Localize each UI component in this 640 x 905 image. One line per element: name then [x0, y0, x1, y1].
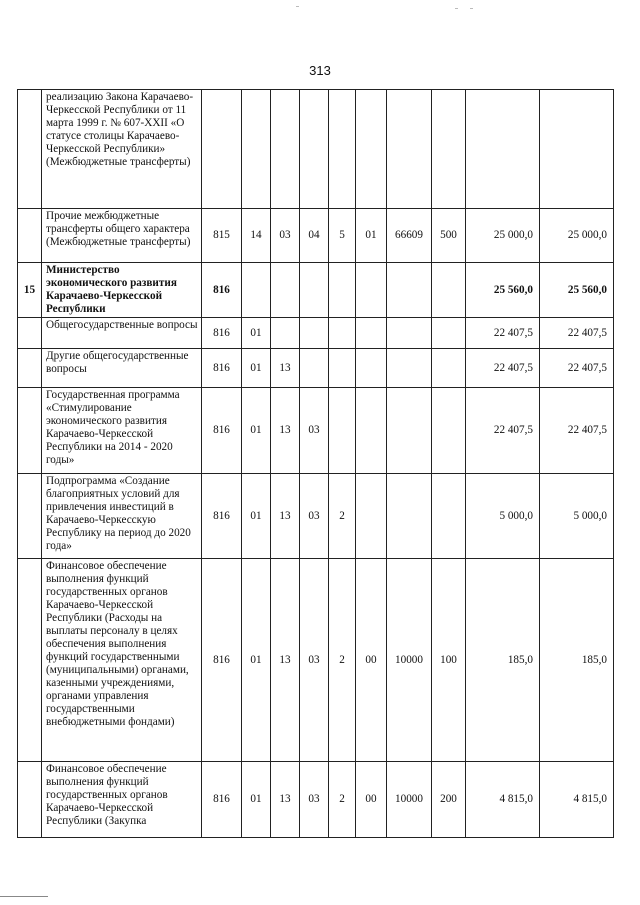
section-code-cell: 01 [242, 388, 271, 474]
subprogram-code-cell [329, 388, 356, 474]
program-code-cell [300, 349, 329, 388]
activity-code-cell [356, 318, 387, 349]
section-code-cell: 01 [242, 559, 271, 762]
footer-mark [0, 896, 48, 897]
direction-code-cell [387, 474, 432, 559]
amount-year-1-cell: 22 407,5 [466, 388, 540, 474]
expense-type-code-cell [432, 474, 466, 559]
subsection-code-cell: 03 [271, 209, 300, 263]
program-code-cell [300, 318, 329, 349]
ministry-code-cell [202, 90, 242, 209]
expense-type-code-cell: 500 [432, 209, 466, 263]
subprogram-code-cell: 5 [329, 209, 356, 263]
table-row [18, 209, 614, 263]
budget-table [17, 89, 614, 838]
amount-year-1-cell: 22 407,5 [466, 318, 540, 349]
section-code-cell: 14 [242, 209, 271, 263]
expense-type-code-cell [432, 263, 466, 318]
activity-code-cell [356, 474, 387, 559]
table-row [18, 90, 614, 209]
amount-year-1-cell [466, 90, 540, 209]
subsection-code-cell: 13 [271, 388, 300, 474]
program-code-cell: 03 [300, 762, 329, 838]
activity-code-cell [356, 388, 387, 474]
activity-code-cell [356, 263, 387, 318]
expense-type-code-cell [432, 90, 466, 209]
subprogram-code-cell [329, 318, 356, 349]
subprogram-code-cell: 2 [329, 559, 356, 762]
amount-year-2-cell: 22 407,5 [540, 349, 614, 388]
amount-year-1-cell: 22 407,5 [466, 349, 540, 388]
amount-year-2-cell: 5 000,0 [540, 474, 614, 559]
program-code-cell [300, 263, 329, 318]
ministry-code-cell: 816 [202, 388, 242, 474]
amount-year-1-cell: 4 815,0 [466, 762, 540, 838]
amount-year-1-cell: 5 000,0 [466, 474, 540, 559]
row-number-cell [18, 90, 42, 209]
expense-type-code-cell [432, 349, 466, 388]
subsection-code-cell [271, 318, 300, 349]
row-name-cell: Подпрограмма «Создание благоприятных условий для привлечения инвестиций в Карачаево-Черкесскую Республику на период до 2020 года» [42, 474, 202, 559]
amount-year-2-cell: 25 560,0 [540, 263, 614, 318]
subsection-code-cell [271, 263, 300, 318]
table-row [18, 318, 614, 349]
table-row [18, 559, 614, 762]
row-number-cell [18, 349, 42, 388]
subsection-code-cell: 13 [271, 474, 300, 559]
ministry-code-cell: 816 [202, 474, 242, 559]
row-number-cell [18, 209, 42, 263]
ministry-code-cell: 816 [202, 263, 242, 318]
section-code-cell: 01 [242, 349, 271, 388]
amount-year-2-cell: 4 815,0 [540, 762, 614, 838]
scan-specks [0, 6, 640, 12]
row-number-cell [18, 762, 42, 838]
ministry-code-cell: 815 [202, 209, 242, 263]
subprogram-code-cell: 2 [329, 762, 356, 838]
section-code-cell: 01 [242, 318, 271, 349]
amount-year-2-cell: 22 407,5 [540, 318, 614, 349]
program-code-cell: 03 [300, 388, 329, 474]
row-name-cell: Другие общегосударственные вопросы [42, 349, 202, 388]
amount-year-2-cell [540, 90, 614, 209]
activity-code-cell: 00 [356, 559, 387, 762]
subsection-code-cell: 13 [271, 349, 300, 388]
table-row [18, 762, 614, 838]
row-number-cell [18, 318, 42, 349]
activity-code-cell: 00 [356, 762, 387, 838]
section-code-cell: 01 [242, 762, 271, 838]
row-name-cell: Государственная программа «Стимулирование экономического развития Карачаево-Черкесской Республики на 2014 - 2020 годы» [42, 388, 202, 474]
program-code-cell [300, 90, 329, 209]
direction-code-cell [387, 318, 432, 349]
table-row [18, 349, 614, 388]
ministry-code-cell: 816 [202, 762, 242, 838]
section-code-cell [242, 90, 271, 209]
expense-type-code-cell: 200 [432, 762, 466, 838]
subsection-code-cell: 13 [271, 559, 300, 762]
table-body [18, 90, 614, 838]
activity-code-cell [356, 349, 387, 388]
section-code-cell: 01 [242, 474, 271, 559]
row-name-cell: Финансовое обеспечение выполнения функций государственных органов Карачаево-Черкесской Республики (Закупка [42, 762, 202, 838]
direction-code-cell: 10000 [387, 559, 432, 762]
amount-year-1-cell: 25 560,0 [466, 263, 540, 318]
table-row [18, 388, 614, 474]
amount-year-1-cell: 185,0 [466, 559, 540, 762]
program-code-cell: 03 [300, 474, 329, 559]
row-name-cell: реализацию Закона Карачаево-Черкесской Республики от 11 марта 1999 г. № 607-XXII «О статусе столицы Карачаево-Черкесской Республики» (Межбюджетные трансферты) [42, 90, 202, 209]
ministry-code-cell: 816 [202, 349, 242, 388]
amount-year-2-cell: 22 407,5 [540, 388, 614, 474]
amount-year-2-cell: 25 000,0 [540, 209, 614, 263]
row-name-cell: Общегосударственные вопросы [42, 318, 202, 349]
page-number: 313 [309, 63, 331, 78]
subprogram-code-cell [329, 90, 356, 209]
row-number-cell [18, 474, 42, 559]
subsection-code-cell: 13 [271, 762, 300, 838]
expense-type-code-cell: 100 [432, 559, 466, 762]
ministry-code-cell: 816 [202, 559, 242, 762]
table-row [18, 263, 614, 318]
table-row [18, 474, 614, 559]
direction-code-cell [387, 90, 432, 209]
activity-code-cell [356, 90, 387, 209]
direction-code-cell [387, 349, 432, 388]
direction-code-cell [387, 388, 432, 474]
direction-code-cell: 10000 [387, 762, 432, 838]
direction-code-cell [387, 263, 432, 318]
activity-code-cell: 01 [356, 209, 387, 263]
subsection-code-cell [271, 90, 300, 209]
amount-year-1-cell: 25 000,0 [466, 209, 540, 263]
row-name-cell: Финансовое обеспечение выполнения функций государственных органов Карачаево-Черкесской Республики (Расходы на выплаты персоналу в целях обеспечения выполнения функций государственными (муниципальными) органами, казенными учреждениями, органами управления государственными внебюджетными фондами) [42, 559, 202, 762]
ministry-code-cell: 816 [202, 318, 242, 349]
subprogram-code-cell [329, 263, 356, 318]
row-number-cell [18, 388, 42, 474]
subprogram-code-cell [329, 349, 356, 388]
amount-year-2-cell: 185,0 [540, 559, 614, 762]
program-code-cell: 04 [300, 209, 329, 263]
expense-type-code-cell [432, 318, 466, 349]
expense-type-code-cell [432, 388, 466, 474]
subprogram-code-cell: 2 [329, 474, 356, 559]
section-code-cell [242, 263, 271, 318]
program-code-cell: 03 [300, 559, 329, 762]
row-name-cell: Прочие межбюджетные трансферты общего характера (Межбюджетные трансферты) [42, 209, 202, 263]
row-number-cell: 15 [18, 263, 42, 318]
row-name-cell: Министерство экономического развития Карачаево-Черкесской Республики [42, 263, 202, 318]
direction-code-cell: 66609 [387, 209, 432, 263]
row-number-cell [18, 559, 42, 762]
